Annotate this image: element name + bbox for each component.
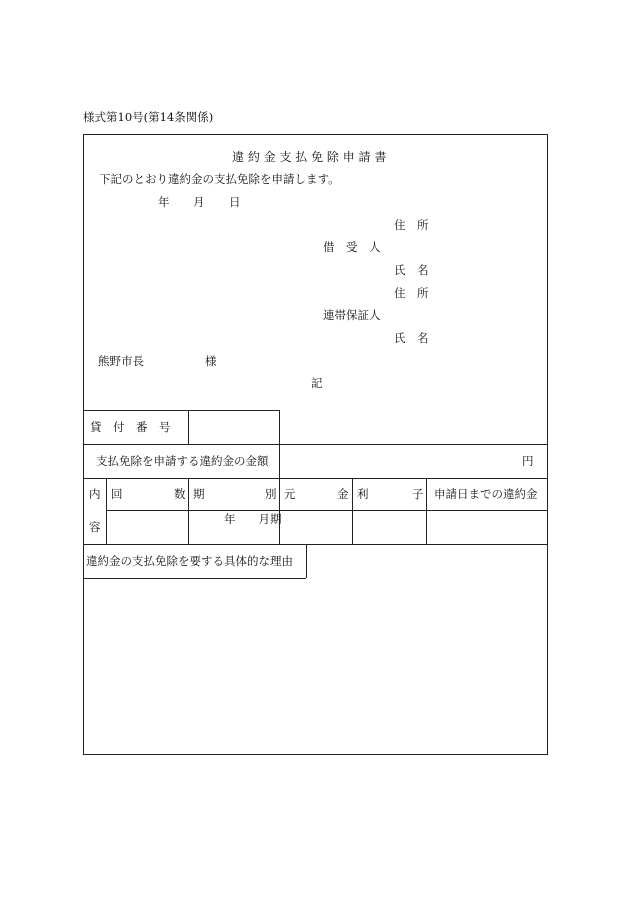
- form-number: 様式第10号(第14条関係): [83, 110, 214, 124]
- col-divider-4: [426, 478, 427, 544]
- contents-top-line: [83, 478, 548, 479]
- contents-label-bottom: 容: [89, 520, 101, 534]
- contents-bottom-line: [83, 544, 548, 545]
- contents-label-divider: [106, 478, 107, 544]
- col-divider-1: [188, 478, 189, 544]
- ki-heading: 記: [311, 376, 323, 390]
- guarantor-address-label: 住 所: [394, 286, 429, 300]
- col-betsu: 別: [265, 487, 277, 501]
- reason-label: 違約金の支払免除を要する具体的な理由: [86, 554, 293, 568]
- contents-label-top: 内: [89, 487, 101, 501]
- col-kazu: 数: [174, 487, 186, 501]
- loan-number-top-line: [83, 410, 279, 411]
- reason-label-bottom-line: [83, 578, 306, 579]
- amount-top-line: [83, 444, 548, 445]
- addressee-name: 熊野市長: [98, 354, 144, 368]
- col-gen: 元: [284, 487, 296, 501]
- guarantor-name-label: 氏 名: [394, 331, 429, 345]
- col-ki: 期: [193, 487, 205, 501]
- loan-number-label: 貸 付 番 号: [90, 420, 171, 434]
- date-day: 日: [229, 195, 241, 209]
- period-value: 年 月期: [224, 512, 282, 526]
- borrower-role-label: 借 受 人: [323, 240, 381, 254]
- contents-mid-line: [106, 510, 548, 511]
- loan-number-divider: [188, 410, 189, 444]
- addressee-honorific: 様: [205, 354, 217, 368]
- loan-number-right-line: [279, 410, 280, 444]
- amount-label: 支払免除を申請する違約金の金額: [96, 454, 269, 468]
- col-kai: 回: [111, 487, 123, 501]
- yen-unit: 円: [522, 454, 534, 468]
- amount-divider: [279, 444, 280, 478]
- date-month: 月: [193, 195, 205, 209]
- col-ri: 利: [357, 487, 369, 501]
- col-shi: 子: [412, 487, 424, 501]
- form-title: 違 約 金 支 払 免 除 申 請 書: [232, 150, 387, 164]
- col-divider-2: [279, 478, 280, 544]
- date-year: 年: [158, 195, 170, 209]
- guarantor-role-label: 連帯保証人: [323, 308, 381, 322]
- col-kin: 金: [337, 487, 349, 501]
- reason-label-right-line: [306, 544, 307, 578]
- borrower-name-label: 氏 名: [394, 263, 429, 277]
- borrower-address-label: 住 所: [394, 218, 429, 232]
- col-penalty: 申請日までの違約金: [434, 487, 538, 501]
- col-divider-3: [352, 478, 353, 544]
- intro-text: 下記のとおり違約金の支払免除を申請します。: [99, 172, 340, 186]
